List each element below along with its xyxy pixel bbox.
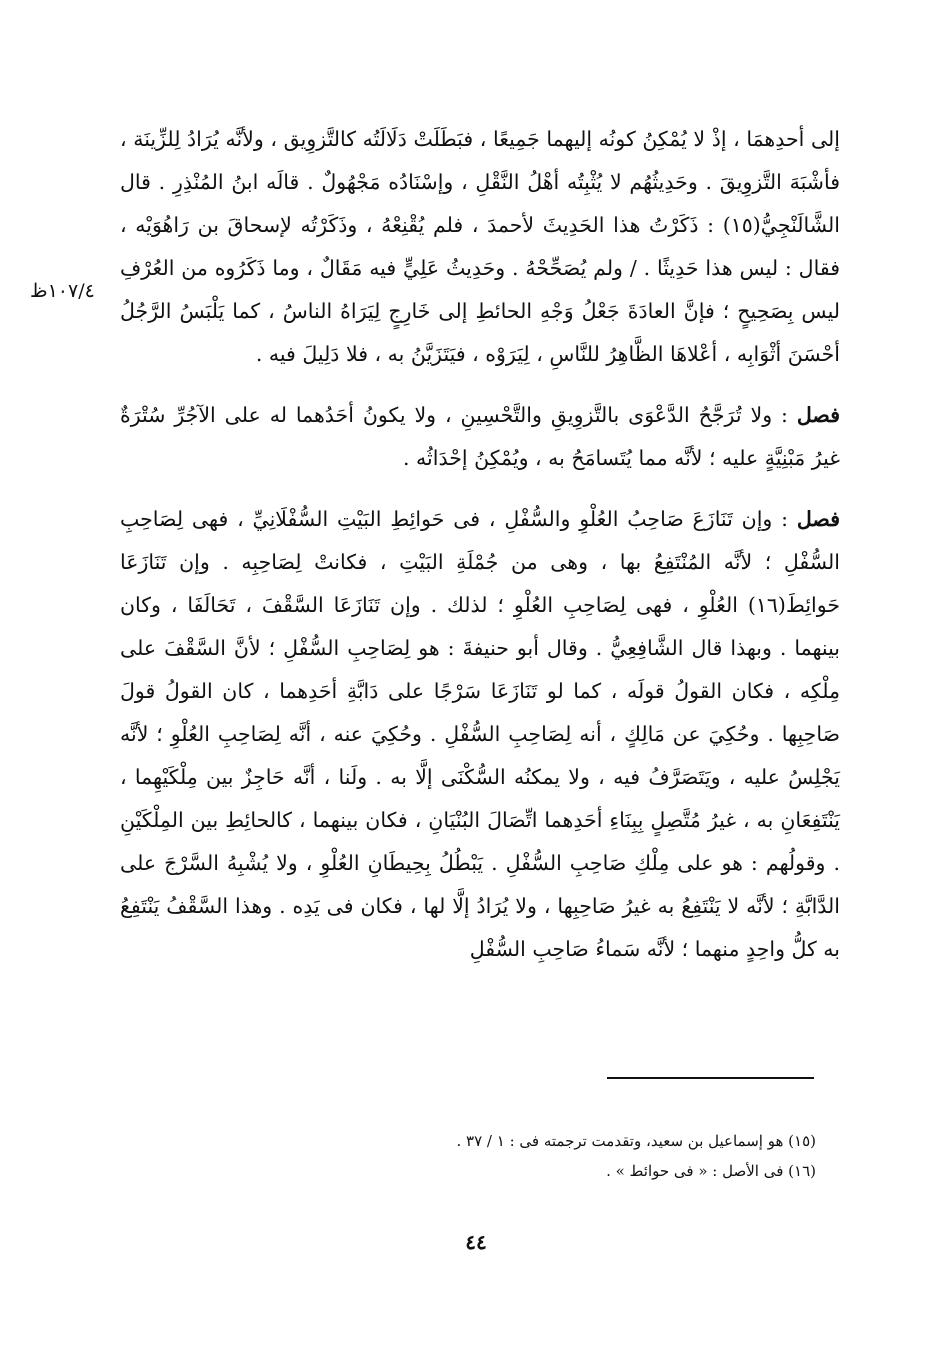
paragraph-fasl-2 bbox=[120, 498, 840, 971]
fasl-1-text: : ولا تُرَجَّحُ الدَّعْوَى بالتَّزوِيقِ والتَّحْسِينِ ، ولا يكونُ أحَدُهما له على الآجُرِّ سُتْرَةٌ غيرُ مَبْنِيَّةٍ عليه ؛ لأنَّه مما يُتَسامَحُ به ، ويُمْكِنُ إحْدَاثُه . bbox=[120, 403, 840, 470]
footnote-15: (١٥) هو إسماعيل بن سعيد، وتقدمت ترجمته فى : ١ / ٣٧ . bbox=[456, 1132, 816, 1150]
paragraph-fasl-1 bbox=[120, 394, 840, 480]
fasl-2-text: : وإن تَنَازَعَ صَاحِبُ العُلْوِ والسُّفْلِ ، فى حَوائِطِ البَيْتِ السُّفْلَانِيِّ ، فهى لِصَاحِبِ السُّفْلِ ؛ لأنَّه المُنْتَفِعُ بها ، وهى من جُمْلَةِ البَيْتِ ، فكانتْ لِصَاحِبِه . وإن تَنَازَعَا حَوائِطَ(١٦) العُلْوِ ، فهى لِصَاحِبِ العُلْوِ ؛ لذلك . وإن تَنَازَعَا السَّقْفَ ، تَحَالَفَا ، وكان بينهما . وبهذا قال الشَّافِعِيُّ . وقال أبو حنيفةَ : هو لِصَاحِبِ السُّفْلِ ؛ لأنَّ السَّقْفَ على مِلْكِه ، فكان القولُ قولَه ، كما لو تَنَازَعَا سَرْجًا على دَابَّةِ أحَدِهما ، كان القولُ قولَ صَاحِبِها . وحُكِيَ عن مَالِكٍ ، أنه لِصَاحِبِ السُّفْلِ . وحُكِيَ عنه ، أنَّه لِصَاحِبِ العُلْوِ ؛ لأنَّه يَجْلِسُ عليه ، ويَتَصَرَّفُ فيه ، ولا يمكنُه السُّكْنَى إلَّا به . ولَنا ، أنَّه حَاجِزٌ بين مِلْكَيْهِما ، يَنْتَفِعَانِ به ، غيرُ مُتَّصِلٍ بِبِنَاءِ أحَدِهما اتِّصَالَ البُنْيَانِ ، فكان بينهما ، كالحائِطِ بين المِلْكَيْنِ . وقولُهم : هو على مِلْكِ صَاحِبِ السُّفْلِ . يَبْطُلُ بِحِيطَانِ العُلْوِ ، ولا يُشْبِهُ السَّرْجَ على الدَّابَّةِ ؛ لأنَّه لا يَنْتَفِعُ به غيرُ صَاحِبِها ، ولا يُرَادُ إلَّا لها ، فكان فى يَدِه . وهذا السَّقْفُ يَنْتَفِعُ به كلُّ واحِدٍ منهما ؛ لأنَّه سَماءُ صَاحِبِ السُّفْلِ bbox=[120, 507, 840, 961]
margin-reference: ١٠٧/٤ظ bbox=[30, 280, 95, 302]
fasl-heading: فصل bbox=[796, 403, 840, 427]
footnote-divider bbox=[607, 1077, 814, 1079]
paragraph-1: إلى أحدِهمَا ، إذْ لا يُمْكِنُ كونُه إليهما جَمِيعًا ، فبَطَلَتْ دَلَالَتُه كالتَّزوِيق ، ولأنَّه يُرَادُ لِلزِّينَة ، فأشْبَهَ التَّزوِيقَ . وحَدِيثُهُم لا يُثْبِتُه أهْلُ النَّقْلِ ، وإسْنَادُه مَجْهُولٌ . قالَه ابنُ المُنْذِرِ . قال الشَّالَنْجِيُّ(١٥) : ذَكَرْتُ هذا الحَدِيثَ لأحمدَ ، فلم يُقْنِعْهُ ، وذَكَرْتُه لإسحاقَ بن رَاهُوَيْه ، فقال : ليس هذا حَدِيثًا . / ولم يُصَحِّحْهُ . وحَدِيثُ عَلِيٍّ فيه مَقَالٌ ، وما ذَكَرُوه من العُرْفِ ليس بِصَحِيحٍ ؛ فإنَّ العادَةَ جَعْلُ وَجْهِ الحائطِ إلى خَارِجٍ لِيَرَاهُ الناسُ ، كما يَلْبَسُ الرَّجُلُ أحْسَنَ أثْوَابِه ، أعْلاهَا الظَّاهِرُ للنَّاسِ ، لِيَرَوْه ، فيَتَزَيَّنُ به ، فلا دَلِيلَ فيه . bbox=[120, 127, 840, 366]
footnotes bbox=[120, 1126, 816, 1186]
main-text bbox=[120, 118, 840, 971]
fasl-heading: فصل bbox=[796, 507, 840, 531]
footnote-16: (١٦) فى الأصل : « فى حوائط » . bbox=[606, 1162, 816, 1180]
page-number: ٤٤ bbox=[465, 1230, 487, 1254]
